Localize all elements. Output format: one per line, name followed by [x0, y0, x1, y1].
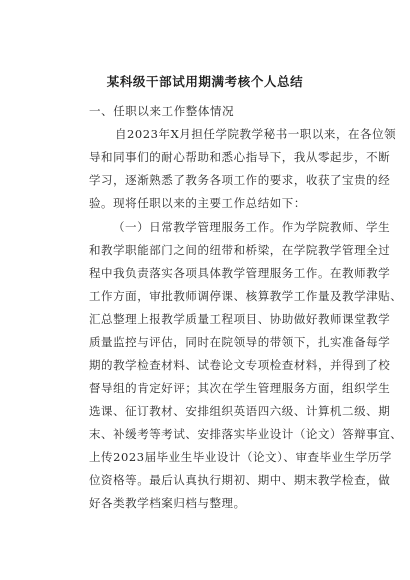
document-title: 某科级干部试用期满考核个人总结: [106, 74, 304, 89]
paragraph-line: 验。现将任职以来的主要工作总结如下：: [89, 196, 306, 210]
paragraph-line: 选课、征订教材、安排组织英语四六级、计算机二级、期: [89, 404, 391, 418]
section-heading: 一、任职以来工作整体情况: [89, 104, 235, 118]
paragraph-line: 督导组的肯定好评；其次在学生管理服务方面，组织学生: [89, 381, 391, 395]
paragraph-line: 和教学职能部门之间的纽带和桥梁，在学院教学管理全过: [89, 243, 391, 257]
paragraph-line: （一）日常教学管理服务工作。作为学院教师、学生: [113, 220, 391, 234]
paragraph-line: 好各类教学档案归档与整理。: [89, 496, 246, 510]
paragraph-line: 末、补缓考等考试、安排落实毕业设计（论文）答辩事宜、: [89, 427, 403, 441]
paragraph-line: 位资格等。最后认真执行期初、期中、期末教学检查，做: [89, 473, 391, 487]
paragraph-line: 工作方面，审批教师调停课、核算教学工作量及教学津贴、: [89, 289, 403, 303]
paragraph-line: 期的教学检查材料、试卷论文专项检查材料，并得到了校: [89, 358, 391, 372]
paragraph-line: 自2023年X月担任学院教学秘书一职以来，在各位领: [115, 127, 397, 141]
paragraph-line: 质量监控与评估，同时在院领导的带领下，扎实准备每学: [89, 335, 391, 349]
paragraph-line: 汇总整理上报教学质量工程项目、协助做好教师课堂教学: [89, 312, 391, 326]
paragraph-line: 导和同事们的耐心帮助和悉心指导下，我从零起步，不断: [89, 150, 391, 164]
paragraph-line: 程中我负责落实各项具体教学管理服务工作。在教师教学: [89, 266, 391, 280]
paragraph-line: 学习，逐渐熟悉了教务各项工作的要求，收获了宝贵的经: [89, 173, 391, 187]
paragraph-line: 上传2023届毕业生毕业设计（论文）、审查毕业生学历学: [89, 450, 392, 464]
